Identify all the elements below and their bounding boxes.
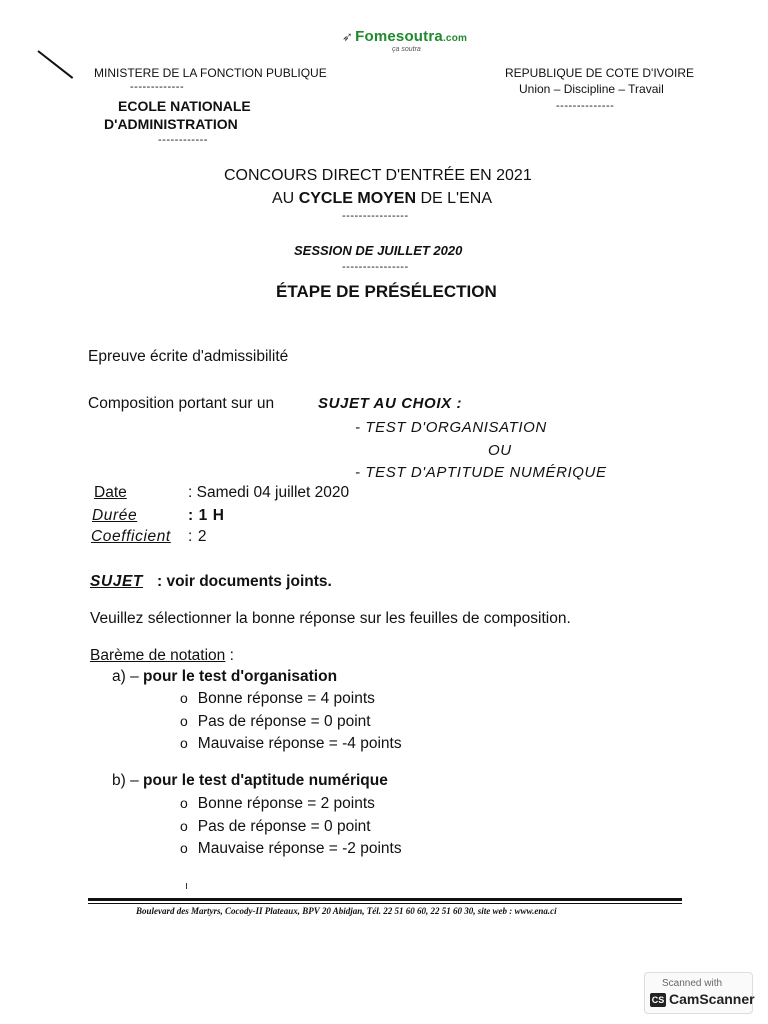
fomesoutra-logo	[342, 28, 467, 45]
country-separator: --------------	[556, 100, 615, 112]
country-name: REPUBLIQUE DE COTE D'IVOIRE	[505, 66, 694, 80]
grading-title-text: Barème de notation	[90, 647, 226, 664]
camscanner-logo-icon: CS	[651, 995, 665, 1005]
exam-type: Epreuve écrite d'admissibilité	[88, 348, 289, 365]
school-name-line1: ECOLE NATIONALE	[118, 98, 251, 114]
title-suffix: DE L'ENA	[420, 190, 493, 207]
session-label: SESSION DE JUILLET 2020	[294, 243, 463, 258]
list-item: o Pas de réponse = 0 point	[180, 818, 371, 835]
school-name-line2: D'ADMINISTRATION	[104, 116, 238, 132]
date-value: : Samedi 04 juillet 2020	[188, 484, 350, 501]
bullet-circle-icon: o	[180, 690, 188, 706]
subject-label: SUJET	[90, 573, 143, 590]
session-separator: ----------------	[342, 261, 409, 273]
bullet-circle-icon: o	[180, 818, 188, 834]
stage-title: ÉTAPE DE PRÉSÉLECTION	[276, 282, 497, 301]
list-item: o Pas de réponse = 0 point	[180, 713, 371, 730]
country-motto: Union – Discipline – Travail	[519, 82, 664, 96]
pen-stroke-mark	[37, 50, 73, 79]
coefficient-label: Coefficient	[91, 528, 171, 545]
bullet-circle-icon: o	[180, 735, 188, 751]
title-prefix: AU	[272, 190, 295, 207]
grading-title-colon: :	[225, 647, 234, 664]
section-a-label: pour le test d'organisation	[143, 668, 338, 685]
title-cycle: CYCLE MOYEN	[298, 190, 417, 207]
logo-arrow-icon: ➶	[342, 29, 354, 44]
scan-speck	[186, 883, 187, 889]
composition-label: Composition portant sur un	[88, 395, 275, 412]
option-numeric: - TEST D'APTITUDE NUMÉRIQUE	[355, 464, 607, 481]
ministry-name: MINISTERE DE LA FONCTION PUBLIQUE	[94, 66, 327, 80]
list-item: o Bonne réponse = 2 points	[180, 795, 375, 812]
section-b-label: pour le test d'aptitude numérique	[143, 772, 388, 789]
grading-section-a	[112, 668, 337, 686]
grading-title	[90, 647, 234, 665]
footer-address: Boulevard des Martyrs, Cocody-II Plateaux, BPV 20 Abidjan, Tél. 22 51 60 60, 22 51 60 30, site web : www.ena.ci	[136, 906, 557, 916]
exam-title-line1: CONCOURS DIRECT D'ENTRÉE EN 2021	[224, 167, 532, 184]
answer-instruction: Veuillez sélectionner la bonne réponse sur les feuilles de composition.	[90, 610, 571, 627]
footer-rule-thin	[88, 903, 682, 904]
ministry-separator: -------------	[130, 81, 185, 93]
duration-value: : 1 H	[188, 507, 225, 524]
section-b-prefix: b) –	[112, 772, 139, 789]
footer-rule-thick	[88, 898, 682, 901]
logo-tagline: ça soutra	[392, 46, 421, 53]
list-item: o Mauvaise réponse = -2 points	[180, 840, 402, 857]
subject-value: : voir documents joints.	[157, 573, 332, 590]
logo-tld: .com	[442, 33, 468, 44]
school-separator: ------------	[158, 134, 208, 146]
grading-section-b	[112, 772, 388, 790]
logo-name: Fomesoutra	[355, 28, 443, 45]
list-item: o Mauvaise réponse = -4 points	[180, 735, 402, 752]
duration-label: Durée	[92, 507, 138, 524]
bullet-circle-icon: o	[180, 795, 188, 811]
camscanner-name: CamScanner	[669, 991, 755, 1007]
subject-choice: SUJET AU CHOIX :	[318, 395, 463, 412]
date-label: Date	[94, 484, 127, 501]
coefficient-value: : 2	[188, 528, 208, 545]
scanned-with-label: Scanned with	[662, 978, 723, 989]
bullet-circle-icon: o	[180, 713, 188, 729]
exam-title-line2	[272, 190, 492, 208]
list-item: o Bonne réponse = 4 points	[180, 690, 375, 707]
option-organisation: - TEST D'ORGANISATION	[355, 419, 547, 436]
section-a-prefix: a) –	[112, 668, 139, 685]
title-separator: ----------------	[342, 210, 409, 222]
option-or: OU	[488, 442, 512, 459]
bullet-circle-icon: o	[180, 840, 188, 856]
